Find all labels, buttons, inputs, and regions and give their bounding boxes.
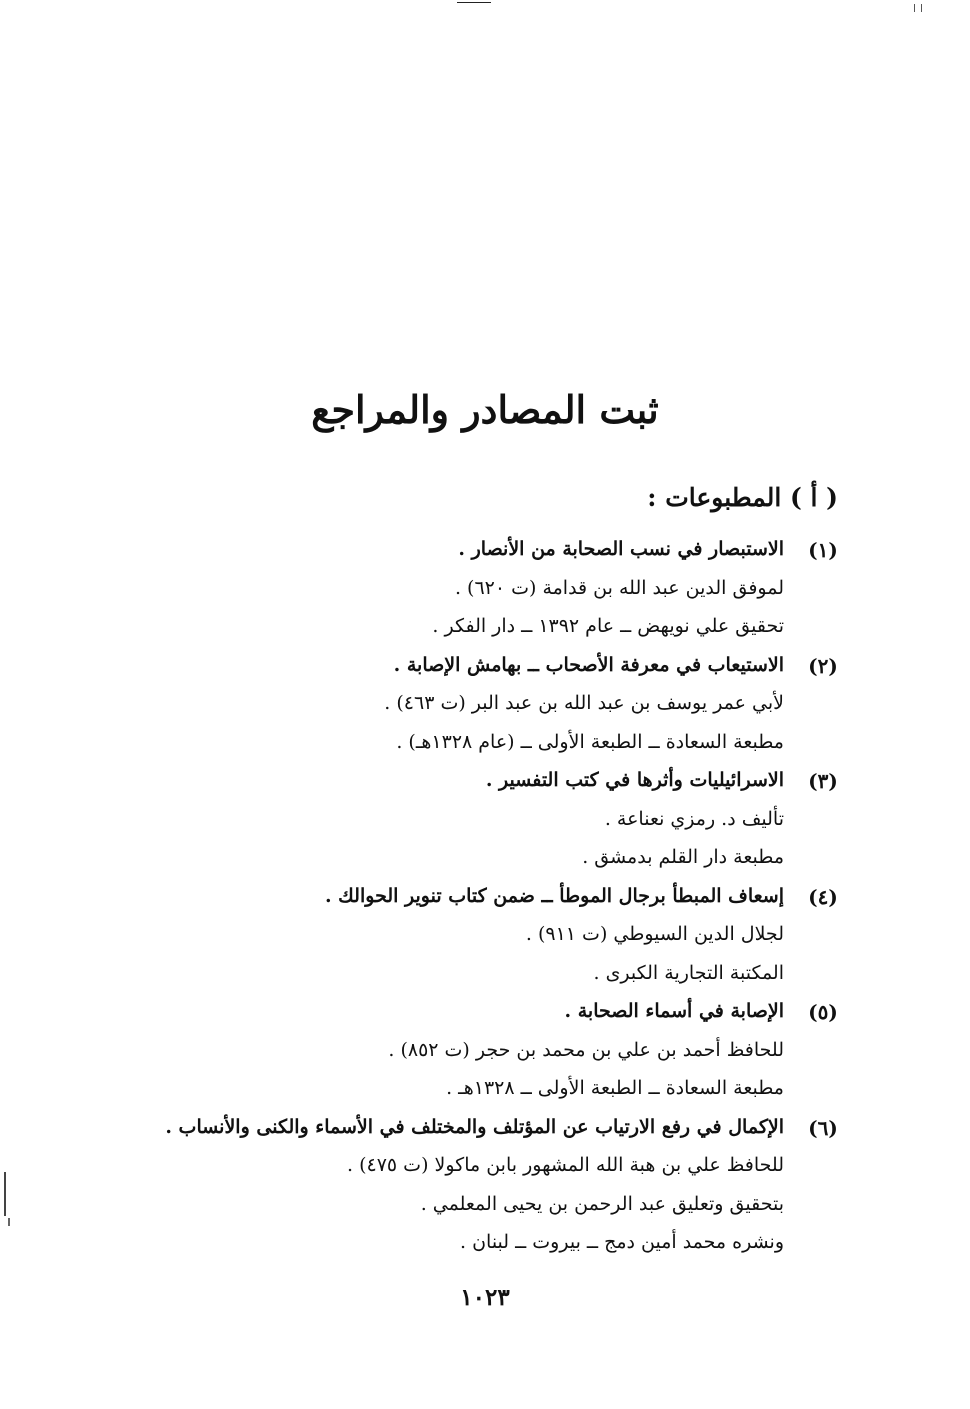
entry-lines (40, 530, 784, 646)
bibliography-entry (40, 530, 840, 646)
entry-number: (٢) (808, 653, 838, 678)
entry-detail-line: تأليف د. رمزي نعناعة . (604, 807, 784, 830)
scan-artifact-line (4, 1172, 6, 1216)
entry-number: (١) (808, 538, 838, 562)
entry-number: (٥) (808, 1000, 838, 1024)
top-rule (457, 2, 491, 3)
entry-detail-line: المكتبة التجارية الكبرى . (593, 961, 784, 984)
entry-title: الاستيعاب في معرفة الأصحاب ــ بهامش الإصابة . (393, 653, 784, 676)
entry-title: الاستبصار في نسب الصحابة من الأنصار . (458, 538, 784, 560)
entry-detail-line: لأبي عمر يوسف بن عبد الله بن عبد البر (ت ٤٦٣) . (384, 692, 784, 714)
entry-detail-line: للحافظ أحمد بن علي بن محمد بن حجر (ت ٨٥٢) . (388, 1038, 784, 1061)
bibliography-entry (40, 992, 840, 1108)
entry-detail-line: تحقيق علي نويهض ــ عام ١٣٩٢ ــ دار الفكر . (432, 615, 784, 637)
entry-detail-line: للحافظ علي بن هبة الله المشهور بابن ماكولا (ت ٤٧٥) . (347, 1154, 784, 1176)
bibliography-entry (40, 761, 840, 877)
entry-lines (40, 1108, 784, 1262)
entry-detail-line: بتحقيق وتعليق عبد الرحمن بن يحيى المعلمي . (420, 1192, 784, 1215)
entry-detail-line: ونشره محمد أمين دمج ــ بيروت ــ لبنان . (460, 1231, 784, 1253)
corner-mark (914, 4, 922, 12)
entry-number: (٤) (808, 884, 838, 909)
entry-lines (40, 646, 784, 762)
page-title: ثبت المصادر والمراجع (311, 387, 659, 432)
section-heading: ( أ ) المطبوعات : (647, 483, 838, 512)
entry-lines (40, 761, 784, 877)
entry-detail-line: مطبعة دار القلم بدمشق . (582, 846, 784, 868)
entry-title: الإكمال في رفع الارتياب عن المؤتلف والمختلف في الأسماء والكنى والأنساب . (165, 1115, 784, 1138)
entry-detail-line: مطبعة السعادة ــ الطبعة الأولى ــ ١٣٢٨هـ . (446, 1077, 784, 1099)
entry-title: الاسرائيليات وأثرها في كتب التفسير . (485, 769, 784, 791)
entry-number: (٦) (808, 1115, 838, 1140)
bibliography-entry (40, 877, 840, 993)
entry-lines (40, 877, 784, 993)
bibliography-entry (40, 646, 840, 762)
entry-detail-line: مطبعة السعادة ــ الطبعة الأولى ــ (عام ١٣٢٨هـ) . (396, 730, 784, 753)
page-number: ١٠٢٣ (460, 1284, 510, 1311)
entry-lines (40, 992, 784, 1108)
entry-number: (٣) (808, 769, 838, 793)
entry-detail-line: لجلال الدين السيوطي (ت ٩١١) . (525, 923, 784, 945)
entry-detail-line: لموفق الدين عبد الله بن قدامة (ت ٦٢٠) . (454, 576, 784, 599)
bibliography-entry (40, 1108, 840, 1262)
entry-title: إسعاف المبطأ برجال الموطأ ــ ضمن كتاب تنوير الحوالك . (324, 884, 784, 907)
entry-title: الإصابة في أسماء الصحابة . (564, 1000, 784, 1022)
bibliography-list (40, 530, 840, 1262)
scan-artifact-dot (8, 1218, 10, 1226)
